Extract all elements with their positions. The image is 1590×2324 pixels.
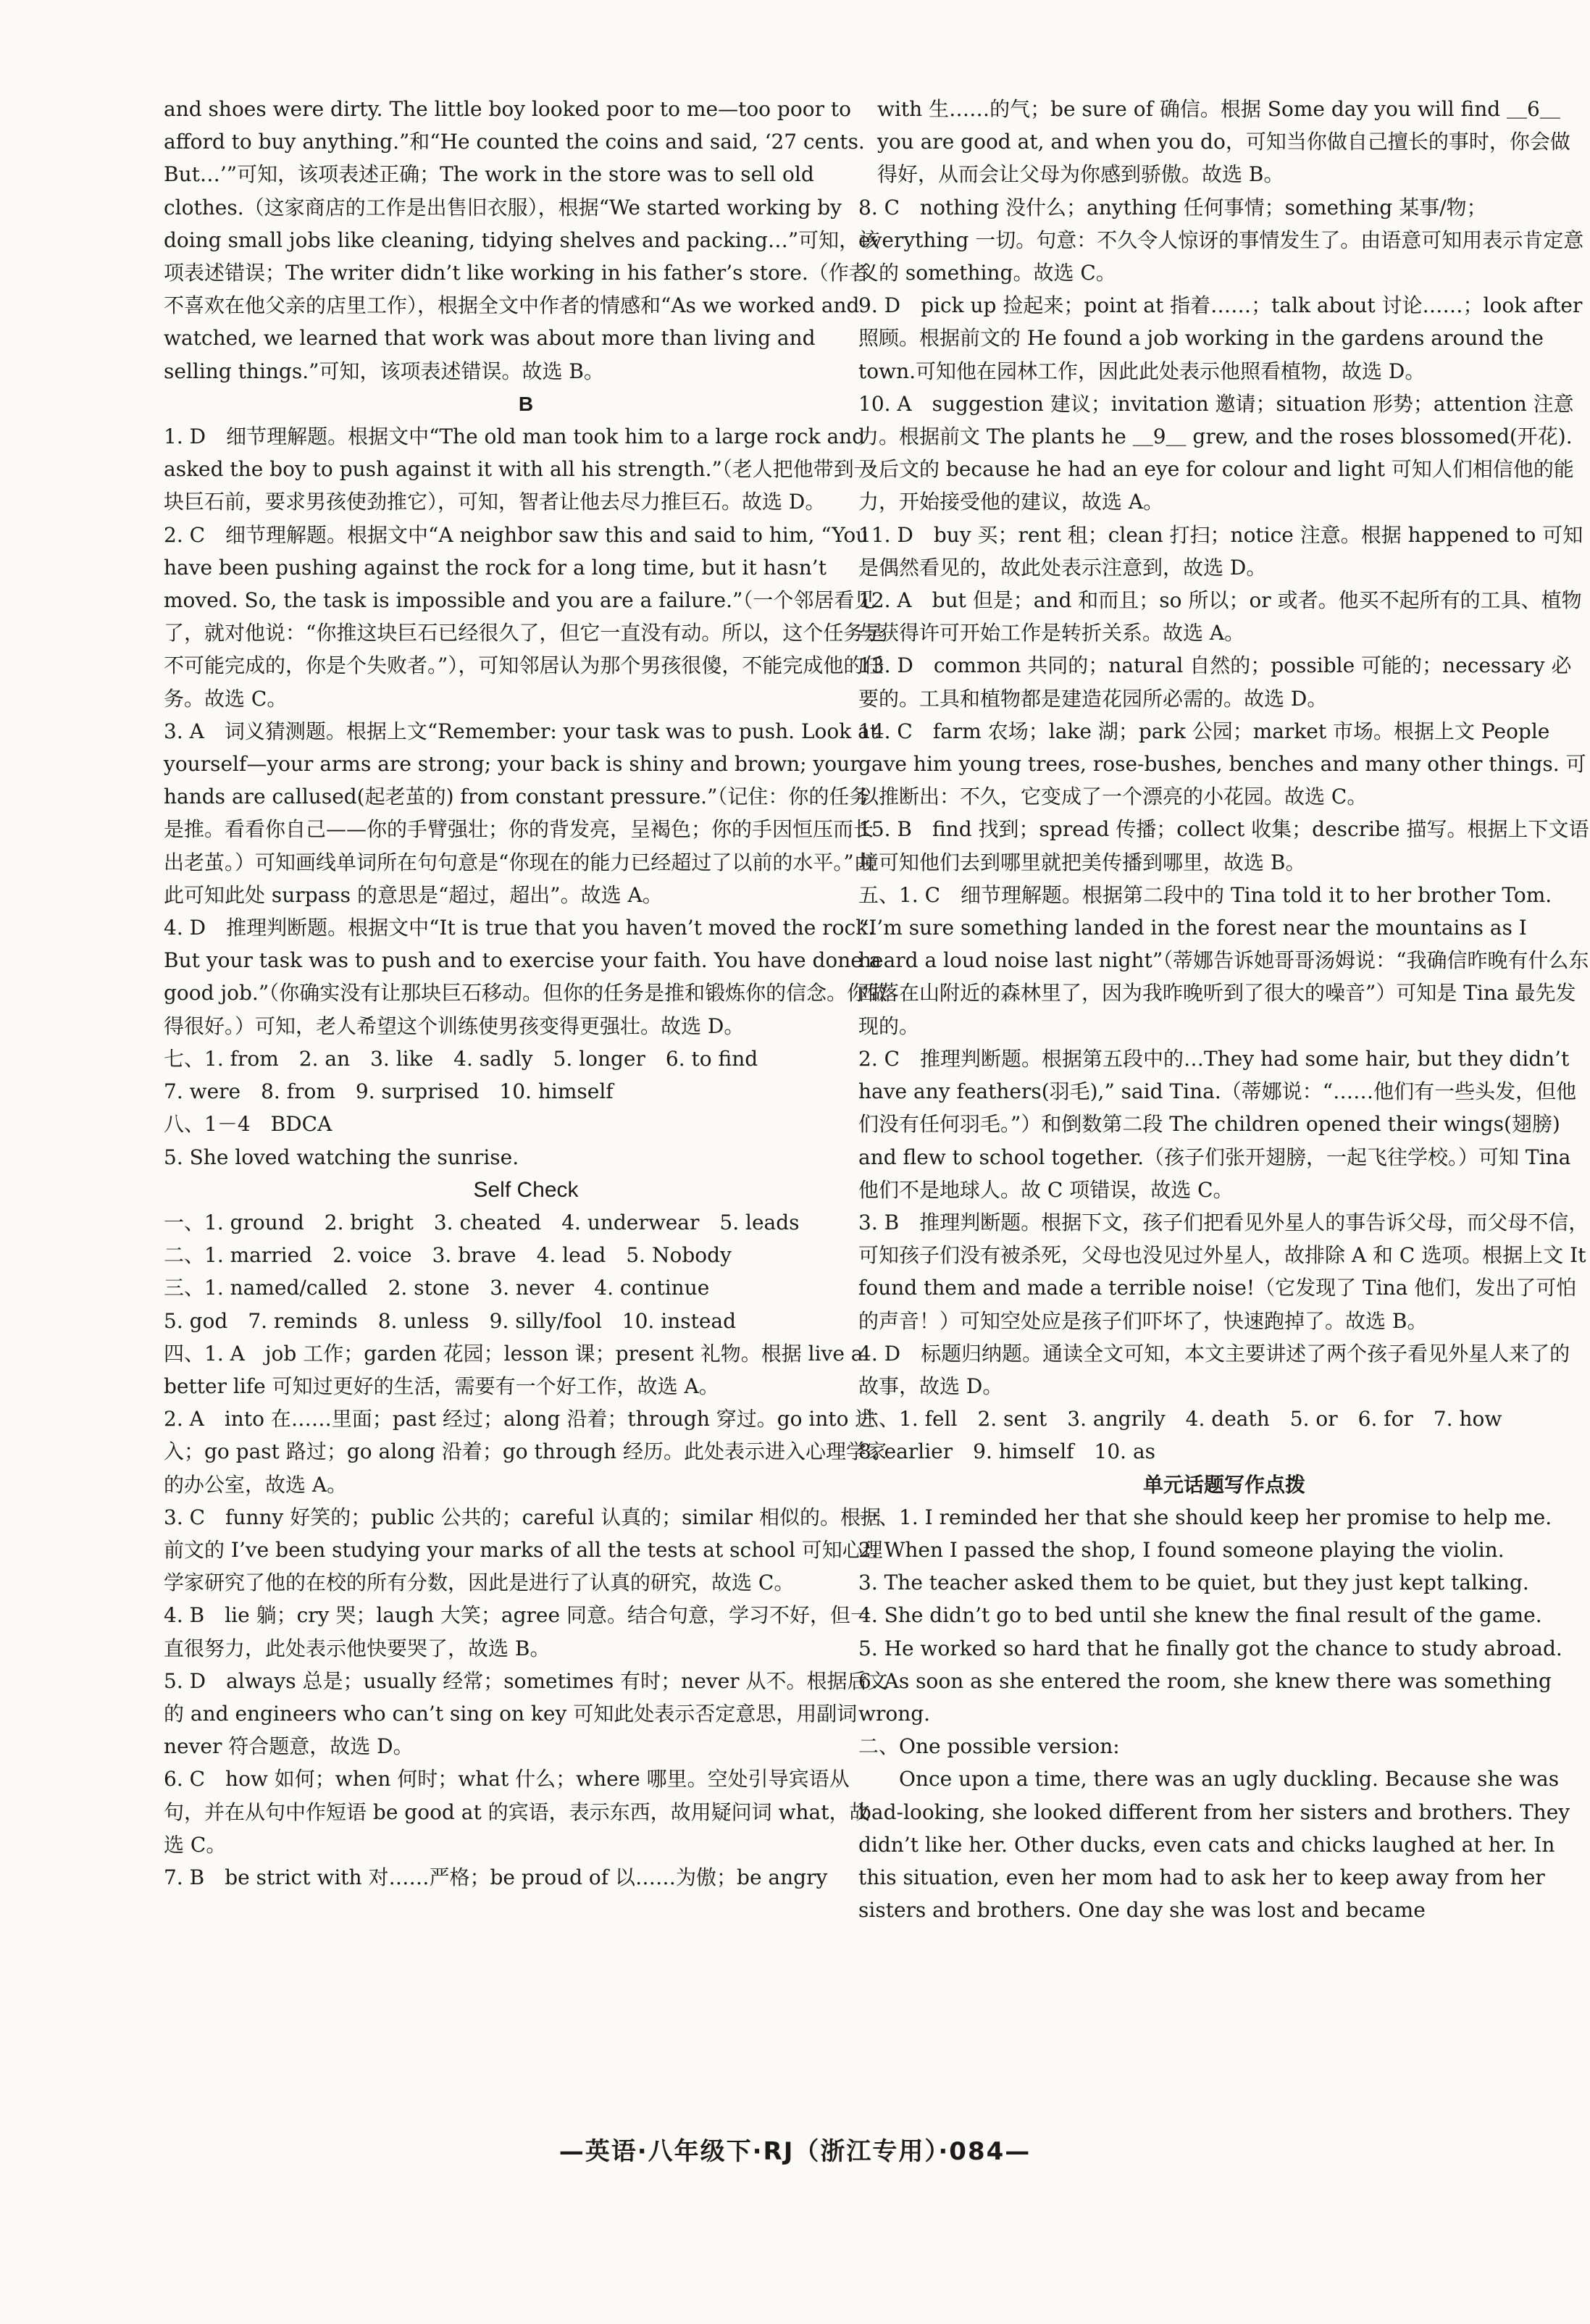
answer-paragraph: 14. C farm 农场；lake 湖；park 公园；market 市场。根据上文 People gave him young trees, rose-bushes, benches and many other things. 可以推断出：不久，它变成了一个漂亮的小花园。故选 C。 — [858, 719, 1586, 809]
answer-paragraph: 2. A into 在……里面；past 经过；along 沿着；through 穿过。go into 进入；go past 路过；go along 沿着；go through 经历。此处表示进入心理学家的办公室，故选 A。 — [164, 1407, 887, 1497]
answer-paragraph: Once upon a time, there was an ugly duckling. Because she was bad-looking, she looked different from her sisters and brothers. They didn’t like her. Other ducks, even cats and chicks laughed at her. In this situation, even her mom had to ask her to keep away from her sisters and brothers. One day she was lost and became — [858, 1767, 1570, 1923]
answer-paragraph: 8. C nothing 没什么；anything 任何事情；something 某事/物；everything 一切。句意：不久令人惊讶的事情发生了。由语意可知用表示肯定意义的 something。故选 C。 — [858, 195, 1584, 285]
answer-paragraph: 2. C 细节理解题。根据文中“A neighbor saw this and said to him, “You have been pushing against the rock for a long time, but it hasn’t moved. So, the task is impossible and you are a failure.”（一个邻居看见了，就对他说：“你推这块巨石已经很久了，但它一直没有动。所以，这个任务是不可能完成的，你是个失败者。”），可知邻居认为那个男孩很傻，不能完成他的任务。故选 C。 — [164, 522, 884, 711]
left-column — [164, 93, 888, 1894]
answer-paragraph: 8. earlier 9. himself 10. as — [858, 1439, 1156, 1464]
answer-paragraph: with 生……的气；be sure of 确信。根据 Some day you will find ＿6＿ you are good at, and when you do，可知当你做自己擅长的事时，你会做得好，从而会让父母为你感到骄傲。故选 B。 — [877, 97, 1570, 187]
answer-paragraph: 6. C how 如何；when 何时；what 什么；where 哪里。空处引导宾语从句，并在从句中作短语 be good at 的宾语，表示东西，故用疑问词 what，故选 C。 — [164, 1767, 870, 1857]
answer-paragraph: 五、1. C 细节理解题。根据第二段中的 Tina told it to her brother Tom. “I’m sure something landed in the forest near the mountains as I heard a loud noise last night”（蒂娜告诉她哥哥汤姆说：“我确信昨晚有什么东西落在山附近的森林里了，因为我昨晚听到了很大的噪音”）可知是 Tina 最先发现的。 — [858, 882, 1589, 1038]
answer-paragraph: 六、1. fell 2. sent 3. angrily 4. death 5. or 6. for 7. how — [858, 1407, 1502, 1431]
answer-paragraph: 5. D always 总是；usually 经常；sometimes 有时；never 从不。根据后文的 and engineers who can’t sing on key 可知此处表示否定意思，用副词 never 符合题意，故选 D。 — [164, 1668, 888, 1759]
answer-paragraph: 5. She loved watching the sunrise. — [164, 1145, 519, 1169]
answer-paragraph: 4. B lie 躺；cry 哭；laugh 大笑；agree 同意。结合句意，学习不好，但一直很努力，此处表示他快要哭了，故选 B。 — [164, 1603, 871, 1660]
answer-paragraph: 3. A 词义猜测题。根据上文“Remember: your task was to push. Look at yourself—your arms are strong; your back is shiny and brown; your hands are callused(起老茧的) from constant pressure.”（记住：你的任务是推。看看你自己——你的手臂强壮；你的背发亮，呈褐色；你的手因恒压而长出老茧。）可知画线单词所在句句意是“你现在的能力已经超过了以前的水平。”由此可知此处 surpass 的意思是“超过，超出”。故选 A。 — [164, 719, 879, 907]
answer-paragraph: 5. god 7. reminds 8. unless 9. silly/fool 10. instead — [164, 1308, 737, 1333]
answer-paragraph: 八、1－4 BDCA — [164, 1112, 332, 1137]
section-heading: 单元话题写作点拨 — [1142, 1473, 1305, 1496]
answer-paragraph: 11. D buy 买；rent 租；clean 打扫；notice 注意。根据 happened to 可知是偶然看见的，故此处表示注意到，故选 D。 — [858, 522, 1583, 580]
section-heading: Self Check — [473, 1177, 579, 1202]
answer-paragraph: 9. D pick up 捡起来；point at 指着……；talk about 讨论……；look after 照顾。根据前文的 He found a job working in the gardens around the town.可知他在园林工作，因此此处表示他照看植物，故选 D。 — [858, 293, 1583, 383]
answer-paragraph: 一、1. I reminded her that she should keep her promise to help me. — [858, 1505, 1552, 1529]
answer-paragraph: 七、1. from 2. an 3. like 4. sadly 5. longer 6. to find — [164, 1046, 758, 1071]
answer-paragraph: 4. D 标题归纳题。通读全文可知，本文主要讲述了两个孩子看见外星人来了的故事，故选 D。 — [858, 1341, 1570, 1398]
answer-paragraph: 二、1. married 2. voice 3. brave 4. lead 5. Nobody — [164, 1243, 732, 1268]
answer-paragraph: 5. He worked so hard that he finally got the chance to study abroad. — [858, 1636, 1562, 1660]
answer-paragraph: 6. As soon as she entered the room, she knew there was something wrong. — [858, 1668, 1552, 1726]
answer-paragraph: 4. D 推理判断题。根据文中“It is true that you haven’t moved the rock. But your task was to push and to exercise your faith. You have done a good job.”（你确实没有让那块巨石移动。但你的任务是推和锻炼你的信念。你做得很好。）可知，老人希望这个训练使男孩变得更强壮。故选 D。 — [164, 916, 888, 1038]
answer-paragraph: 三、1. named/called 2. stone 3. never 4. continue — [164, 1276, 710, 1300]
answer-paragraph: 10. A suggestion 建议；invitation 邀请；situation 形势；attention 注意力。根据前文 The plants he ＿9＿ grew, and the roses blossomed(开花).及后文的 because he had an eye for colour and light 可知人们相信他的能力，开始接受他的建议，故选 A。 — [858, 391, 1574, 514]
answer-paragraph: 一、1. ground 2. bright 3. cheated 4. underwear 5. leads — [164, 1210, 800, 1234]
page-footer: —英语·八年级下·RJ（浙江专用）·084— — [558, 2137, 1032, 2166]
answer-paragraph: 二、One possible version: — [858, 1734, 1120, 1759]
answer-paragraph: 2. When I passed the shop, I found someone playing the violin. — [858, 1537, 1505, 1562]
answer-paragraph: and shoes were dirty. The little boy looked poor to me—too poor to afford to buy anything.”和“He counted the coins and said, ‘27 cents. But…’”可知，该项表述正确；The work in the store was to sell old clothes.（这家商店的工作是出售旧衣服），根据“We started working by doing small jobs like cleaning, tidying shelves and packing…”可知，该项表述错误；The writer didn’t like working in his father’s store.（作者不喜欢在他父亲的店里工作），根据全文中作者的情感和“As we worked and watched, we learned that work was about more than living and selling things.”可知，该项表述错误。故选 B。 — [164, 97, 880, 383]
answer-paragraph: 1. D 细节理解题。根据文中“The old man took him to a large rock and asked the boy to push against it with all his strength.”（老人把他带到一块巨石前，要求男孩使劲推它），可知，智者让他去尽力推巨石。故选 D。 — [164, 425, 874, 514]
answer-paragraph: 3. C funny 好笑的；public 公共的；careful 认真的；similar 相似的。根据前文的 I’ve been studying your marks of all the tests at school 可知心理学家研究了他的在校的所有分数，因此是进行了认真的研究，故选 C。 — [164, 1505, 883, 1595]
section-heading: B — [518, 392, 534, 415]
answer-paragraph: 7. were 8. from 9. surprised 10. himself — [164, 1079, 614, 1104]
answer-paragraph: 13. D common 共同的；natural 自然的；possible 可能的；necessary 必要的。工具和植物都是建造花园所必需的。故选 D。 — [858, 653, 1572, 711]
answer-paragraph: 3. The teacher asked them to be quiet, but they just kept talking. — [858, 1571, 1529, 1595]
answer-paragraph: 3. B 推理判断题。根据下文，孩子们把看见外星人的事告诉父母，而父母不信，可知孩子们没有被杀死，父母也没见过外星人，故排除 A 和 C 选项。根据上文 It found them and made a terrible noise!（它发现了 Tina 他们，发出了可怕的声音！）可知空处应是孩子们吓坏了，快速跑掉了。故选 B。 — [858, 1210, 1589, 1333]
answer-paragraph: 7. B be strict with 对……严格；be proud of 以……为傲；be angry — [164, 1865, 828, 1889]
answer-paragraph: 2. C 推理判断题。根据第五段中的…They had some hair, but they didn’t have any feathers(羽毛),” said Tina.（蒂娜说：“……他们有一些头发，但他们没有任何羽毛。”）和倒数第二段 The children opened their wings(翅膀) and flew to school together.（孩子们张开翅膀，一起飞往学校。）可知 Tina 他们不是地球人。故 C 项错误，故选 C。 — [858, 1046, 1577, 1202]
answer-paragraph: 15. B find 找到；spread 传播；collect 收集；describe 描写。根据上下文语境可知他们去到哪里就把美传播到哪里，故选 B。 — [858, 817, 1589, 874]
right-column — [858, 93, 1590, 1926]
answer-paragraph: 4. She didn’t go to bed until she knew the final result of the game. — [858, 1603, 1542, 1628]
answer-paragraph: 四、1. A job 工作；garden 花园；lesson 课；present 礼物。根据 live a better life 可知过更好的生活，需要有一个好工作，故选 A。 — [164, 1341, 863, 1398]
answer-paragraph: 12. A but 但是；and 和而且；so 所以；or 或者。他买不起所有的工具、植物与获得许可开始工作是转折关系。故选 A。 — [858, 588, 1582, 645]
